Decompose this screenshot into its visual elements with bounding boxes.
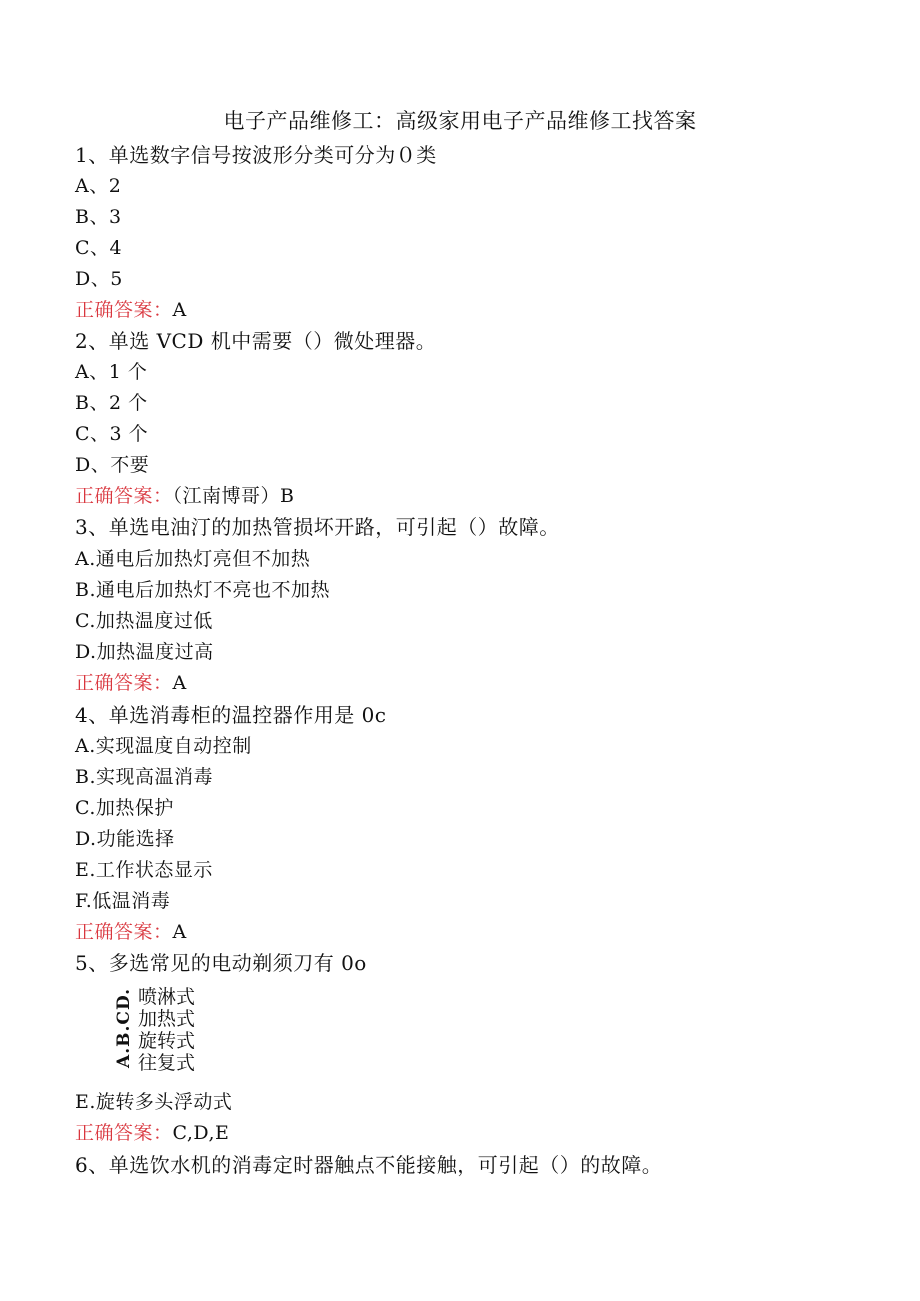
question-4-option-c: C.加热保护 — [75, 797, 174, 819]
question-1-option-b: B、3 — [75, 206, 122, 228]
stacked-option-letters: A.B.CD. — [114, 988, 134, 1068]
question-5-option-e: E.旋转多头浮动式 — [75, 1091, 233, 1113]
question-3-stem: 3、单选电油汀的加热管损坏开路，可引起（）故障。 — [75, 515, 560, 539]
question-1-option-a: A、2 — [75, 175, 122, 197]
question-5-option-b: 加热式 — [138, 1008, 196, 1030]
question-4-option-d: D.功能选择 — [75, 828, 175, 850]
question-5-option-d: 往复式 — [138, 1052, 196, 1074]
answer-value: （江南博哥）B — [172, 485, 295, 507]
answer-value: A — [172, 672, 187, 694]
question-3-option-c: C.加热温度过低 — [75, 610, 213, 632]
question-3-option-a: A.通电后加热灯亮但不加热 — [75, 548, 311, 570]
answer-label: 正确答案： — [75, 921, 173, 943]
question-4-option-a: A.实现温度自动控制 — [75, 735, 252, 757]
question-5-stem: 5、多选常见的电动剃须刀有 0o — [75, 951, 367, 975]
question-3-answer — [75, 669, 187, 697]
question-2-stem: 2、单选 VCD 机中需要（）微处理器。 — [75, 329, 437, 353]
answer-label: 正确答案： — [75, 1122, 173, 1144]
question-2-answer — [75, 482, 294, 510]
question-4-option-f: F.低温消毒 — [75, 890, 171, 912]
question-5-option-a: 喷淋式 — [138, 986, 196, 1008]
answer-value: A — [172, 299, 187, 321]
question-2-option-d: D、不要 — [75, 454, 150, 476]
document-title: 电子产品维修工：高级家用电子产品维修工找答案 — [223, 109, 697, 133]
question-3-option-d: D.加热温度过高 — [75, 641, 214, 663]
answer-value: C,D,E — [172, 1122, 230, 1144]
answer-label: 正确答案： — [75, 485, 173, 507]
question-6-stem: 6、单选饮水机的消毒定时器触点不能接触，可引起（）的故障。 — [75, 1153, 663, 1177]
question-1-option-c: C、4 — [75, 237, 123, 259]
question-2-option-a: A、1 个 — [75, 361, 148, 383]
question-1-answer — [75, 296, 187, 324]
answer-label: 正确答案： — [75, 672, 173, 694]
answer-label: 正确答案： — [75, 299, 173, 321]
question-1-option-d: D、5 — [75, 268, 123, 290]
question-5-option-c: 旋转式 — [138, 1030, 196, 1052]
question-4-answer — [75, 918, 187, 946]
question-5-stacked-options — [114, 986, 238, 1076]
question-5-answer — [75, 1119, 229, 1147]
question-2-option-c: C、3 个 — [75, 423, 149, 445]
question-2-option-b: B、2 个 — [75, 392, 148, 414]
question-3-option-b: B.通电后加热灯不亮也不加热 — [75, 579, 331, 601]
question-4-stem: 4、单选消毒柜的温控器作用是 0c — [75, 703, 387, 727]
question-1-stem: 1、单选数字信号按波形分类可分为０类 — [75, 143, 437, 167]
question-4-option-b: B.实现高温消毒 — [75, 766, 214, 788]
answer-value: A — [172, 921, 187, 943]
question-4-option-e: E.工作状态显示 — [75, 859, 213, 881]
